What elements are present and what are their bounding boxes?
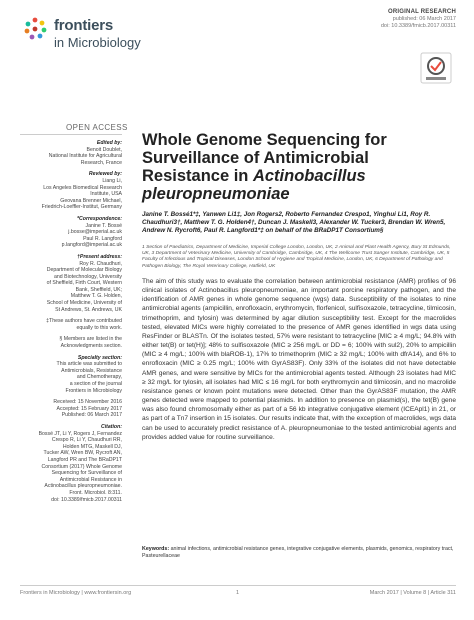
received-date: Received: 15 November 2016	[53, 399, 122, 406]
article-title	[142, 131, 452, 203]
author-list: Janine T. Bossé1*‡, Yanwen Li1‡, Jon Rogers2, Roberto Fernandez Crespo1, Yinghui Li1, Roy R. Chaudhuri3†, Matthew T. G. Holden4†, Duncan J. Maskell3, Alexander W. Tucker3, Brendan W. Wren5, Andrew N. Rycroft6, Paul R. Langford1*‡ on behalf of the BRaDP1T Consortium§	[142, 211, 446, 235]
sidebar-line: Friedrich-Loeffler-Institut, Germany	[41, 204, 122, 211]
reviewed-by-heading: Reviewed by:	[88, 171, 122, 178]
article-sidebar	[20, 140, 122, 508]
sidebar-line: Benoit Doublet,	[86, 146, 122, 153]
sidebar-line: and Chemotherapy,	[76, 374, 122, 381]
sidebar-line: Antimicrobials, Resistance	[61, 367, 122, 374]
page-number: 1	[236, 590, 240, 596]
sidebar-line: School of Medicine, University of	[46, 300, 122, 307]
sidebar-line: Holden MTG, Maskell DJ,	[62, 443, 122, 450]
published-line: published: 06 March 2017	[392, 16, 456, 22]
edited-by-block	[20, 140, 122, 166]
sidebar-line: Research, France	[80, 159, 122, 166]
keywords-label: Keywords:	[142, 546, 170, 552]
sidebar-line: Actinobacillus pleuropneumoniae.	[44, 483, 122, 490]
dates-block	[20, 399, 122, 419]
consortium-note	[20, 336, 122, 349]
sidebar-line: Front. Microbiol. 8:311.	[69, 489, 122, 496]
accepted-date: Accepted: 15 February 2017	[56, 405, 122, 412]
citation-doi-link[interactable]: doi: 10.3389/fmicb.2017.00311	[51, 496, 122, 503]
sidebar-line: Crespo R, Li Y, Chaudhuri RR,	[51, 437, 122, 444]
published-date: Published: 06 March 2017	[61, 412, 122, 419]
sidebar-line: ‡These authors have contributed	[46, 318, 122, 325]
title-species: Actinobacillus pleuropneumoniae	[142, 167, 366, 203]
open-access-label: OPEN ACCESS	[66, 123, 128, 132]
sidebar-line: Tucker AW, Wren BW, Rycroft AN,	[43, 450, 122, 457]
journal-brand: frontiers	[54, 17, 114, 34]
title-text: Whole Genome Sequencing for Surveillance of Antimicrobial Resistance in	[142, 131, 387, 185]
abstract: The aim of this study was to evaluate the correlation between antimicrobial resistance (AMR) profiles of 96 clinical isolates of Actinobacillus pleuropneumoniae, an important porcine respiratory pathogen, and the identification of AMR genes in whole genome sequence (wgs) data. Susceptibility of the isolates to nine antimicrobial agents (ampicillin, enrofloxacin, erythromycin, florfenicol, sulfisoxazole, tetracycline, tilmicosin, trimethoprim, and tylosin) was determined by agar dilution susceptibility test. Except for the macrolides tested, elevated MICs were highly correlated to the presence of AMR genes identified in wgs data using ResFinder or BLASTn. Of the isolates tested, 57% were resistant to tetracycline [MIC ≥ 4 mg/L; 94.8% with either tet(B) or tet(H)]; 48% to sulfisoxazole (MIC ≥ 256 mg/L or DD = 6; 100% with sul2), 20% to ampicillin (MIC ≥ 4 mg/L; 100% with blaROB-1), 17% to trimethoprim (MIC ≥ 32 mg/L; 100% with dfrA14), and 6% to enrofloxacin (MIC ≥ 0.25 mg/L; 100% with GyrAS83F). Only 33% of the isolates did not have detectable AMR genes, and were sensitive by MICs for the antimicrobial agents tested. Although 23 isolates had MIC ≥ 32 mg/L for tylosin, all isolates had MIC ≤ 16 mg/L for both erythromycin and tilmicosin, and no macrolide resistance genes or known point mutations were detected. Other than the GyrAS83F mutation, the AMR genes detected were mapped to potential plasmids. In addition to presence on plasmid(s), the tet(B) gene was also found chromosomally either as part of a 56 kb integrative conjugative element (ICEApl1) in 21, or as part of a Tn7 insertion in 15 isolates. Our results indicate that, with the exception of macrolides, wgs data can be used to accurately predict resistance of A. pleuropneumoniae to the tested antimicrobial agents and provides added value for routine surveillance.	[142, 278, 456, 441]
footer-issue-info: March 2017 | Volume 8 | Article 311	[369, 590, 456, 596]
present-address-block	[20, 254, 122, 313]
doi-line[interactable]: doi: 10.3389/fmicb.2017.00311	[380, 23, 456, 29]
sidebar-rule	[20, 134, 122, 135]
footer-journal-link[interactable]: Frontiers in Microbiology | www.frontiersin.org	[20, 590, 132, 596]
crossmark-icon[interactable]	[420, 52, 452, 84]
sidebar-line: Department of Molecular Biology	[46, 267, 122, 274]
sidebar-line: Liang Li,	[102, 177, 122, 184]
sidebar-line: Acknowledgments section.	[60, 343, 122, 350]
sidebar-line: Los Angeles Biomedical Research	[43, 184, 122, 191]
email-link[interactable]: j.bosse@imperial.ac.uk	[68, 229, 122, 236]
frontiers-logo-icon	[22, 16, 48, 42]
sidebar-line: Janine T. Bossé	[85, 222, 122, 229]
email-link[interactable]: p.langford@imperial.ac.uk	[61, 242, 122, 249]
sidebar-line: § Members are listed in the	[59, 336, 122, 343]
reviewed-by-block	[20, 171, 122, 211]
footer-rule	[20, 585, 456, 586]
specialty-block	[20, 355, 122, 395]
sidebar-line: Paul R. Langford	[83, 235, 122, 242]
edited-by-heading: Edited by:	[96, 140, 122, 146]
sidebar-line: Roy R. Chaudhuri,	[79, 260, 122, 267]
sidebar-line: Consortium (2017) Whole Genome	[41, 463, 122, 470]
affiliations: 1 Section of Paediatrics, Department of Medicine, Imperial College London, London, UK, 2 Animal and Plant Health Agency, Bury St Edmunds, UK, 3 Department of Veterinary Medicine, University of Cambridge, Cambridge, UK, 4 The Wellcome Trust Sanger Institute, Cambridge, UK, 5 Faculty of Infectious and Tropical Diseases, London School of Hygiene and Tropical Medicine, London, UK, 6 Department of Pathology and Pathogen Biology, The Royal Veterinary College, Hatfield, UK	[142, 245, 451, 269]
specialty-heading: Specialty section:	[77, 354, 122, 361]
sidebar-line: Bossé JT, Li Y, Rogers J, Fernandez	[38, 430, 122, 437]
citation-block	[20, 424, 122, 503]
sidebar-line: of Sheffield, Firth Court, Western	[46, 280, 122, 287]
sidebar-line: This article was submitted to	[56, 361, 122, 368]
sidebar-line: Institute, USA	[90, 191, 122, 198]
equal-contribution-note	[20, 318, 122, 331]
sidebar-line: Antimicrobial Resistance in	[59, 476, 122, 483]
sidebar-line: National Institute for Agricultural	[48, 153, 122, 160]
keywords	[142, 546, 456, 560]
correspondence-heading: *Correspondence:	[77, 215, 122, 222]
sidebar-line: Geovana Brenner Michael,	[60, 197, 122, 204]
citation-heading: Citation:	[100, 423, 122, 430]
sidebar-line: Bank, Sheffield, UK;	[75, 286, 122, 293]
article-type: ORIGINAL RESEARCH	[388, 9, 456, 15]
keywords-text: animal infections, antimicrobial resistance genes, integrative conjugative elements, plasmids, genomics, respiratory tract, Pasteurellaceae	[142, 546, 454, 559]
article-meta	[381, 9, 456, 30]
journal-name: in Microbiology	[54, 35, 141, 50]
journal-logo[interactable]	[22, 14, 142, 54]
correspondence-block	[20, 216, 122, 249]
sidebar-line: Langford PR and The BRaDP1T	[47, 456, 122, 463]
sidebar-line: Frontiers in Microbiology	[65, 387, 122, 394]
sidebar-line: and Biotechnology, University	[54, 273, 122, 280]
sidebar-line: Matthew T. G. Holden,	[70, 293, 122, 300]
sidebar-line: St Andrews, St. Andrews, UK	[55, 306, 122, 313]
sidebar-line: Sequencing for Surveillance of	[51, 470, 122, 477]
present-address-heading: †Present address:	[77, 253, 122, 260]
sidebar-line: equally to this work.	[76, 324, 122, 331]
sidebar-line: a section of the journal	[69, 381, 122, 387]
